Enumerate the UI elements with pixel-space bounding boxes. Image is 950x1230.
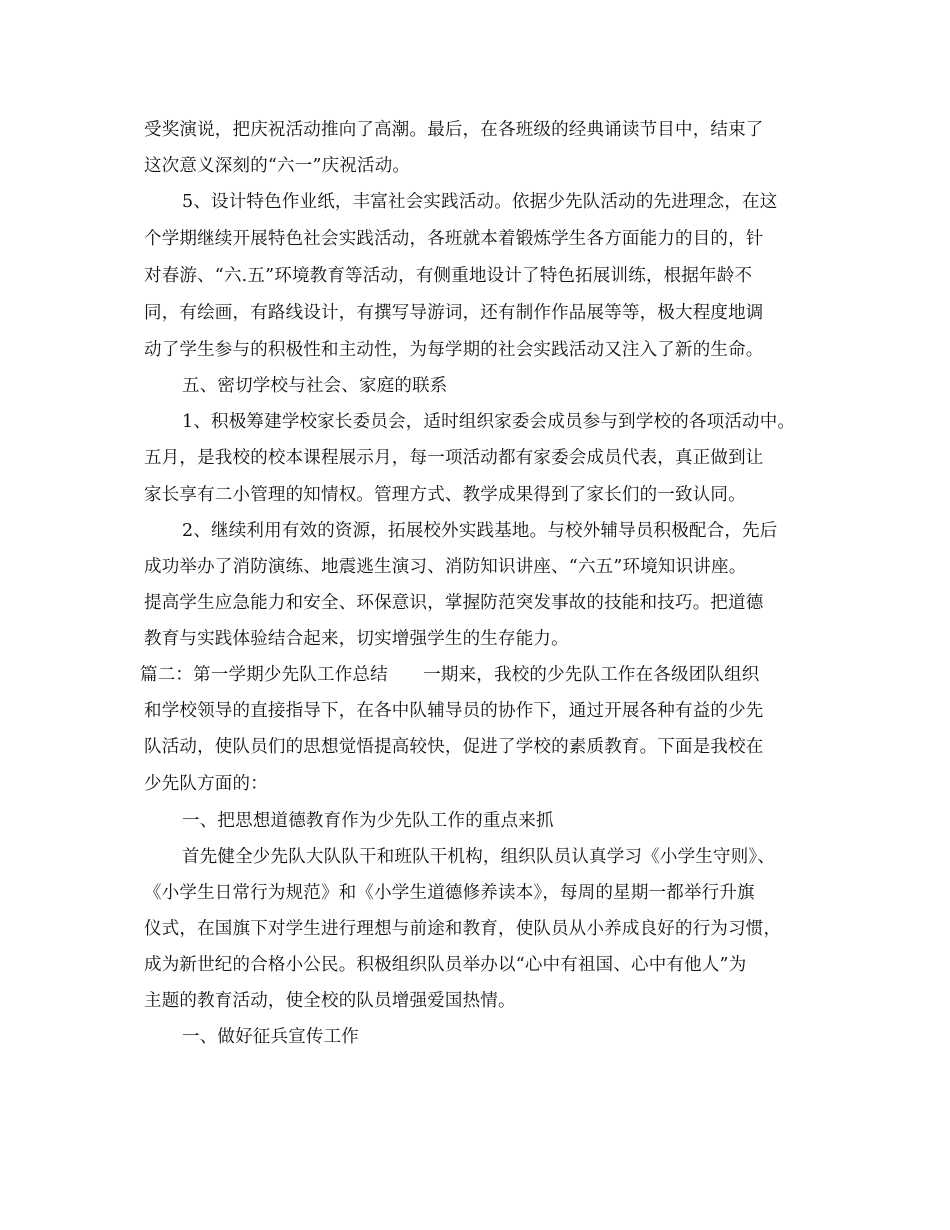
text-line: 教育与实践体验结合起来，切实增强学生的生存能力。 xyxy=(144,629,569,649)
text-line: 家长享有二小管理的知情权。管理方式、教学成果得到了家长们的一致认同。 xyxy=(144,485,746,505)
section-heading: 五、密切学校与社会、家庭的联系 xyxy=(182,376,448,396)
text-line: 五月，是我校的校本课程展示月，每一项活动都有家委会成员代表，真正做到让 xyxy=(144,448,764,468)
section-heading: 一、做好征兵宣传工作 xyxy=(182,1027,359,1047)
text-line: 个学期继续开展特色社会实践活动，各班就本着锻炼学生各方面能力的目的，针 xyxy=(144,229,764,249)
text-line: 和学校领导的直接指导下，在各中队辅导员的协作下，通过开展各种有益的少先 xyxy=(144,701,764,721)
text-line: 提高学生应急能力和安全、环保意识，掌握防范突发事故的技能和技巧。把道德 xyxy=(144,593,764,613)
article-heading-line: 篇二：第一学期少先队工作总结 一期来，我校的少先队工作在各级团队组织 xyxy=(140,665,760,685)
text-line: 仪式，在国旗下对学生进行理想与前途和教育，使队员从小养成良好的行为习惯， xyxy=(144,919,782,939)
text-line: 5、设计特色作业纸，丰富社会实践活动。依据少先队活动的先进理念，在这 xyxy=(182,192,778,212)
text-line: 成为新世纪的合格小公民。积极组织队员举办以“心中有祖国、心中有他人”为 xyxy=(144,955,747,975)
text-line: 1、积极筹建学校家长委员会，适时组织家委会成员参与到学校的各项活动中。 xyxy=(182,412,796,432)
section-heading: 一、把思想道德教育作为少先队工作的重点来抓 xyxy=(182,811,554,831)
text-line: 这次意义深刻的“六一”庆祝活动。 xyxy=(144,156,411,176)
text-line: 受奖演说，把庆祝活动推向了高潮。最后，在各班级的经典诵读节目中，结束了 xyxy=(144,120,764,140)
text-line: 少先队方面的： xyxy=(144,774,268,794)
text-line: 首先健全少先队大队队干和班队干机构，组织队员认真学习《小学生守则》、 xyxy=(182,847,776,867)
text-line: 同，有绘画，有路线设计，有撰写导游词，还有制作作品展等等，极大程度地调 xyxy=(144,303,764,323)
text-line: 成功举办了消防演练、地震逃生演习、消防知识讲座、“六五”环境知识讲座。 xyxy=(144,557,747,577)
text-line: 主题的教育活动，使全校的队员增强爱国热情。 xyxy=(144,991,516,1011)
text-line: 《小学生日常行为规范》和《小学生道德修养读本》，每周的星期一都举行升旗 xyxy=(144,883,755,903)
text-line: 对春游、“六.五”环境教育等活动，有侧重地设计了特色拓展训练，根据年龄不 xyxy=(144,266,753,286)
text-line: 队活动，使队员们的思想觉悟提高较快，促进了学校的素质教育。下面是我校在 xyxy=(144,737,764,757)
text-line: 动了学生参与的积极性和主动性，为每学期的社会实践活动又注入了新的生命。 xyxy=(144,340,764,360)
text-line: 2、继续利用有效的资源，拓展校外实践基地。与校外辅导员积极配合，先后 xyxy=(182,521,778,541)
